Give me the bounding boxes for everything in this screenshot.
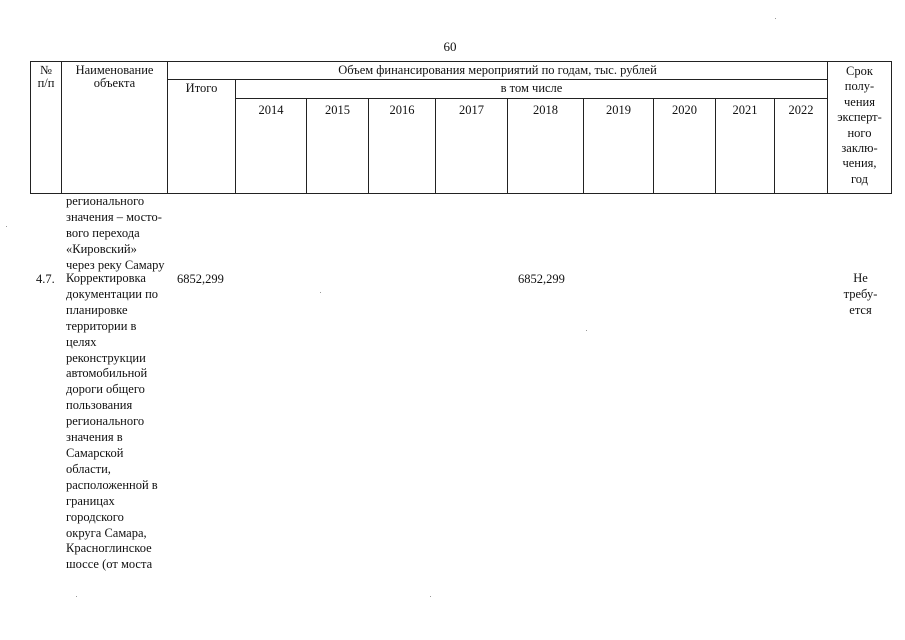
header-funding-label: Объем финансирования мероприятий по годам, тыс. рублей bbox=[338, 63, 657, 77]
continuation-text: регионального значения – мосто- вого перехода «Кировский» через реку Самару bbox=[66, 194, 165, 272]
header-year-2019: 2019 bbox=[606, 103, 631, 117]
header-year-2017: 2017 bbox=[459, 103, 484, 117]
header-name-label: Наименование объекта bbox=[75, 63, 154, 90]
header-year-2016: 2016 bbox=[389, 103, 415, 117]
row-deadline: Не требу- ется bbox=[843, 271, 878, 317]
header-year-2020: 2020 bbox=[672, 103, 697, 117]
row-total: 6852,299 bbox=[177, 272, 224, 286]
header-year-2021: 2021 bbox=[732, 103, 758, 117]
row-value-2018: 6852,299 bbox=[518, 272, 565, 286]
scan-speck bbox=[775, 18, 776, 19]
header-year-2014: 2014 bbox=[258, 103, 284, 117]
divider-name-funding bbox=[167, 61, 168, 194]
table-header bbox=[30, 61, 892, 194]
scan-speck bbox=[320, 292, 321, 293]
header-year-2015: 2015 bbox=[325, 103, 350, 117]
header-year-2022: 2022 bbox=[788, 103, 814, 117]
header-right-border bbox=[891, 61, 892, 194]
header-including-label: в том числе bbox=[500, 81, 563, 95]
years-line bbox=[235, 98, 827, 99]
row-number: 4.7. bbox=[36, 272, 55, 286]
funding-sub-line bbox=[167, 79, 827, 80]
scan-speck bbox=[430, 596, 431, 597]
row-name: Корректировка документации по планировке территории в целях реконструкции автомобильной дороги общего пользования регионального значения в Самарской области, расположенной в границах городского округа Самара, Красноглинское шоссе (от моста bbox=[66, 271, 159, 572]
header-total-label: Итого bbox=[185, 81, 218, 95]
scan-speck bbox=[6, 226, 7, 227]
header-year-2018: 2018 bbox=[533, 103, 558, 117]
divider-total-years bbox=[235, 79, 236, 194]
scan-speck bbox=[586, 330, 587, 331]
page-number: 60 bbox=[443, 39, 457, 54]
header-number-label: № п/п bbox=[37, 63, 55, 90]
scan-speck bbox=[76, 596, 77, 597]
header-top-border bbox=[30, 61, 892, 62]
header-deadline-label: Срок полу- чения эксперт- ного заклю- чения, год bbox=[837, 64, 882, 186]
